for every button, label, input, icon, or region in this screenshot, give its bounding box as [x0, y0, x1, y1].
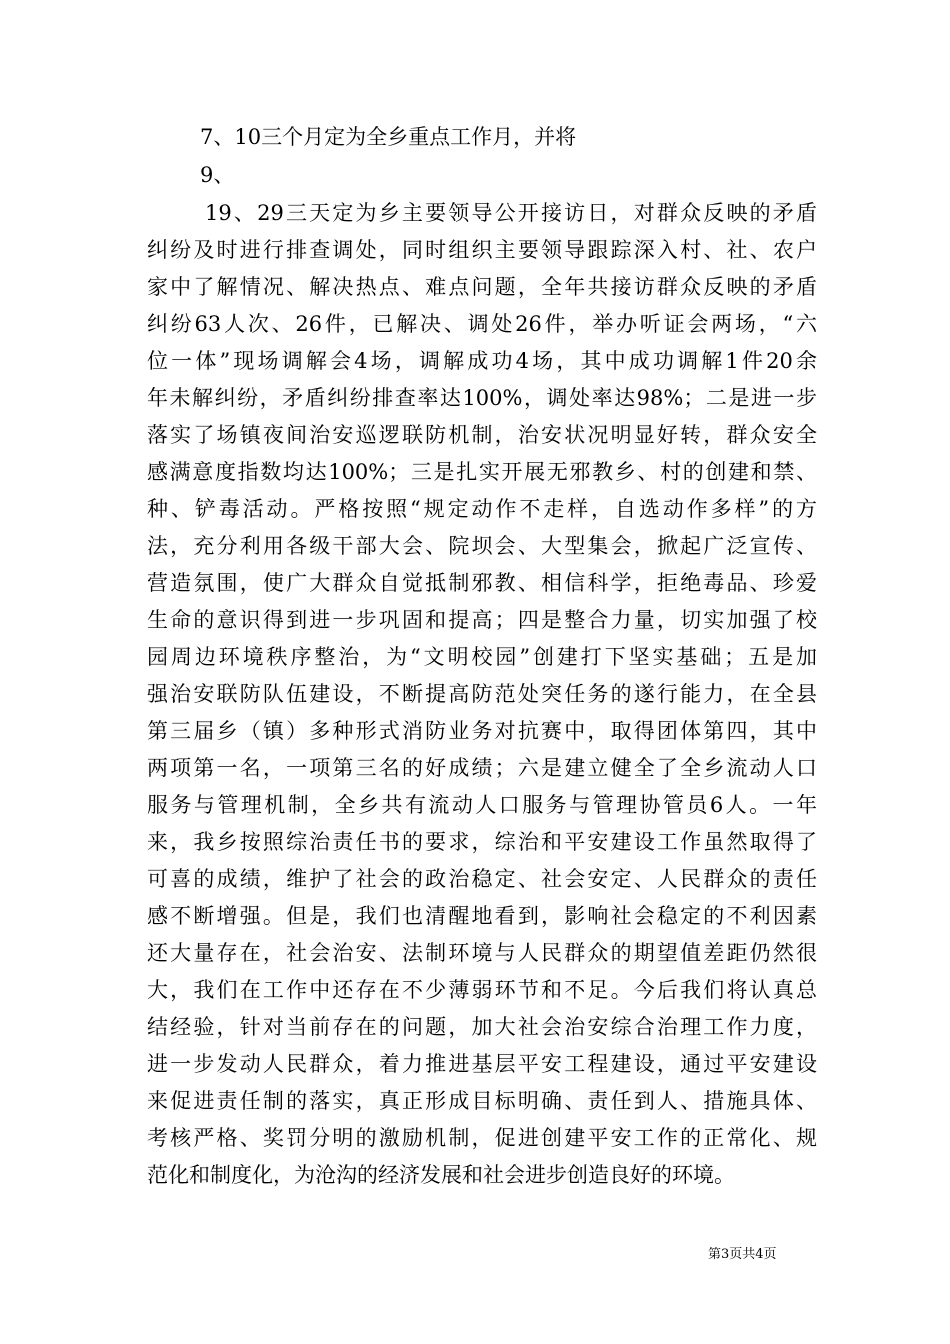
text-line-5: 家中了解情况、解决热点、难点问题，全年共接访群众反映的矛盾	[147, 275, 817, 299]
text-line-1: 7、10三个月定为全乡重点工作月，并将	[200, 125, 577, 149]
text-line-14: 生命的意识得到进一步巩固和提高；四是整合力量，切实加强了校	[147, 608, 817, 632]
text-line-20: 来，我乡按照综治责任书的要求，综治和平安建设工作虽然取得了	[147, 830, 817, 854]
text-line-19: 服务与管理机制，全乡共有流动人口服务与管理协管员6人。一年	[147, 793, 817, 817]
text-line-18: 两项第一名，一项第三名的好成绩；六是建立健全了全乡流动人口	[147, 756, 817, 780]
text-line-2: 9、	[200, 163, 235, 187]
text-line-4: 纠纷及时进行排查调处，同时组织主要领导跟踪深入村、社、农户	[147, 238, 817, 262]
text-line-11: 种、铲毒活动。严格按照“规定动作不走样，自选动作多样”的方	[147, 497, 817, 521]
text-line-12: 法，充分利用各级干部大会、院坝会、大型集会，掀起广泛宣传、	[147, 534, 817, 558]
text-line-26: 进一步发动人民群众，着力推进基层平安工程建设，通过平安建设	[147, 1052, 817, 1076]
page-number-footer: 第3页共4页	[708, 1247, 777, 1262]
text-line-16: 强治安联防队伍建设，不断提高防范处突任务的遂行能力，在全县	[147, 682, 817, 706]
text-line-17: 第三届乡（镇）多种形式消防业务对抗赛中，取得团体第四，其中	[147, 719, 817, 743]
text-line-25: 结经验，针对当前存在的问题，加大社会治安综合治理工作力度，	[147, 1015, 817, 1039]
text-line-9: 落实了场镇夜间治安巡逻联防机制，治安状况明显好转，群众安全	[147, 423, 817, 447]
text-line-27: 来促进责任制的落实，真正形成目标明确、责任到人、措施具体、	[147, 1089, 817, 1113]
text-line-10: 感满意度指数均达100%；三是扎实开展无邪教乡、村的创建和禁、	[147, 460, 817, 484]
text-line-15: 园周边环境秩序整治，为“文明校园”创建打下坚实基础；五是加	[147, 645, 817, 669]
text-line-24: 大，我们在工作中还存在不少薄弱环节和不足。今后我们将认真总	[147, 978, 817, 1002]
text-line-6: 纠纷63人次、26件，已解决、调处26件，举办听证会两场，“六	[147, 312, 817, 336]
text-line-7: 位一体”现场调解会4场，调解成功4场，其中成功调解1件20余	[147, 349, 817, 373]
text-line-29: 范化和制度化，为沧沟的经济发展和社会进步创造良好的环境。	[147, 1163, 735, 1187]
text-line-21: 可喜的成绩，维护了社会的政治稳定、社会安定、人民群众的责任	[147, 867, 817, 891]
text-line-28: 考核严格、奖罚分明的激励机制，促进创建平安工作的正常化、规	[147, 1126, 817, 1150]
text-line-22: 感不断增强。但是，我们也清醒地看到，影响社会稳定的不利因素	[147, 904, 817, 928]
text-line-3: 19、29三天定为乡主要领导公开接访日，对群众反映的矛盾	[205, 201, 817, 225]
text-line-8: 年未解纠纷，矛盾纠纷排查率达100%，调处率达98%；二是进一步	[147, 386, 817, 410]
text-line-23: 还大量存在，社会治安、法制环境与人民群众的期望值差距仍然很	[147, 941, 817, 965]
text-line-13: 营造氛围，使广大群众自觉抵制邪教、相信科学，拒绝毒品、珍爱	[147, 571, 817, 595]
